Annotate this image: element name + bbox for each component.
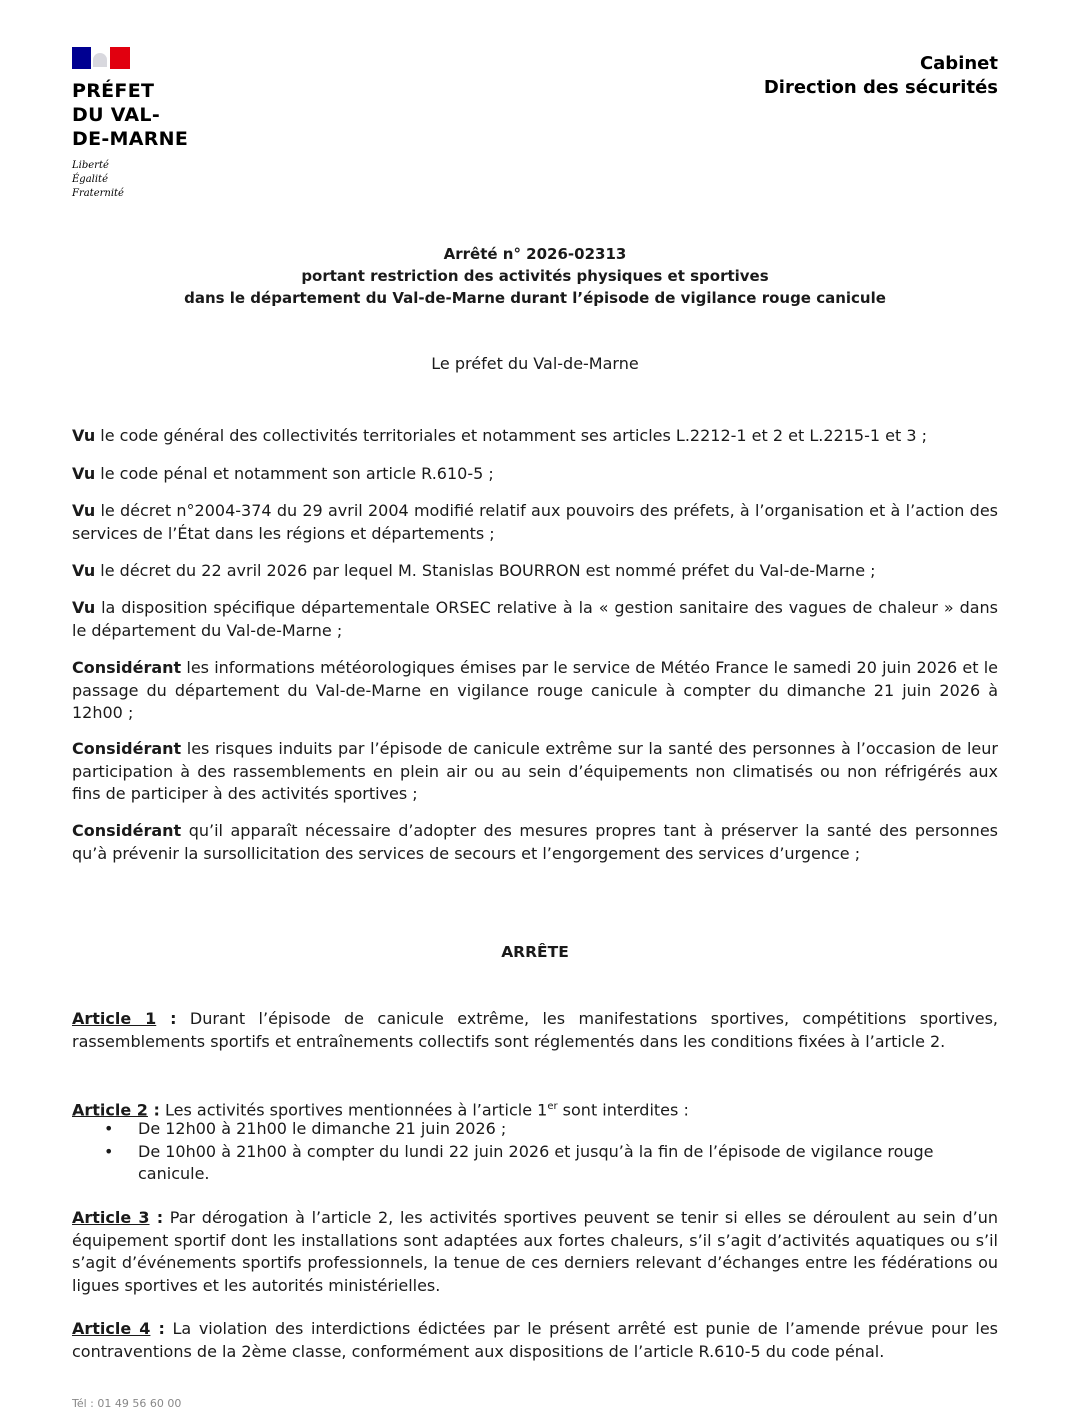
considerant-paragraph: Considérant qu’il apparaît nécessaire d’adopter des mesures propres tant à préserver la santé des personnes qu’à prévenir la sursollicitation des services de secours et l’engorgement des services d’urgence ; [72, 821, 998, 863]
arrete-heading: ARRÊTE [501, 943, 569, 961]
article-2: Article 2 : Les activités sportives mentionnées à l’article 1er sont interdites : [72, 1100, 689, 1120]
footer-contact: Tél : 01 49 56 60 00 [72, 1397, 182, 1410]
article-label: Article 2 [72, 1100, 148, 1120]
article-label: Article 1 [72, 1009, 157, 1028]
visa-paragraph: Vu le décret du 22 avril 2026 par lequel M. Stanislas BOURRON est nommé préfet du Val-de-Marne ; [72, 561, 876, 580]
visa-paragraph: Vu le code général des collectivités territoriales et notamment ses articles L.2212-1 et 2 et L.2215-1 et 3 ; [72, 426, 927, 445]
article-label: Article 3 [72, 1208, 150, 1227]
visa-paragraph: Vu le code pénal et notamment son article R.610-5 ; [72, 464, 494, 483]
prefecture-logo [72, 47, 188, 201]
visa-paragraph: Vu le décret n°2004-374 du 29 avril 2004 modifié relatif aux pouvoirs des préfets, à l’organisation et à l’action des services de l’État dans les régions et départements ; [72, 501, 998, 543]
decree-number: Arrêté n° 2026-02313 [443, 245, 627, 263]
title-line-3: dans le département du Val-de-Marne durant l’épisode de vigilance rouge canicule [184, 289, 886, 307]
list-item: • De 12h00 à 21h00 le dimanche 21 juin 2026 ; [104, 1118, 998, 1141]
article-3: Article 3 : Par dérogation à l’article 2, les activités sportives peuvent se tenir si elles se déroulent au sein d’un équipement sportif dont les installations sont adaptées aux fortes chaleurs, s’il s’agit d’activités aquatiques ou s’il s’agit d’événements sportifs professionnels, la tenue de ces derniers relevant d’échanges entre les fédérations ou ligues sportives et les autorités ministérielles. [72, 1208, 999, 1295]
republic-flag-icon [72, 47, 130, 69]
prefecture-name: PRÉFET DU VAL- DE-MARNE [72, 80, 189, 150]
issuing-service: Cabinet Direction des sécurités [763, 53, 998, 98]
title-line-2: portant restriction des activités physiques et sportives [301, 267, 769, 285]
article-4: Article 4 : La violation des interdictions édictées par le présent arrêté est punie de l’amende prévue pour les contraventions de la 2ème classe, conformément aux dispositions de l’article R.610-5 du code pénal. [72, 1319, 998, 1361]
visa-paragraph: Vu la disposition spécifique départementale ORSEC relative à la « gestion sanitaire des vagues de chaleur » dans le département du Val-de-Marne ; [72, 598, 998, 640]
list-item: • De 10h00 à 21h00 à compter du lundi 22 juin 2026 et jusqu’à la fin de l’épisode de vigilance rouge canicule. [104, 1141, 998, 1186]
author-line: Le préfet du Val-de-Marne [431, 354, 639, 373]
article-2-list [104, 1118, 998, 1186]
document-title [72, 243, 998, 309]
considerant-paragraph: Considérant les informations météorologiques émises par le service de Météo France le samedi 20 juin 2026 et le passage du département du Val-de-Marne en vigilance rouge canicule à compter du dimanche 21 juin 2026 à 12h00 ; [72, 658, 998, 722]
article-1: Article 1 : Durant l’épisode de canicule extrême, les manifestations sportives, compétitions sportives, rassemblements sportifs et entraînements collectifs sont réglementés dans les conditions fixées à l’article 2. [72, 1009, 999, 1051]
article-label: Article 4 [72, 1319, 151, 1338]
republic-motto: Liberté Égalité Fraternité [72, 160, 124, 199]
considerant-paragraph: Considérant les risques induits par l’épisode de canicule extrême sur la santé des personnes à l’occasion de leur participation à des rassemblements en plein air ou au sein d’équipements non climatisés ou non réfrigérés aux fins de participer à des activités sportives ; [72, 739, 998, 803]
